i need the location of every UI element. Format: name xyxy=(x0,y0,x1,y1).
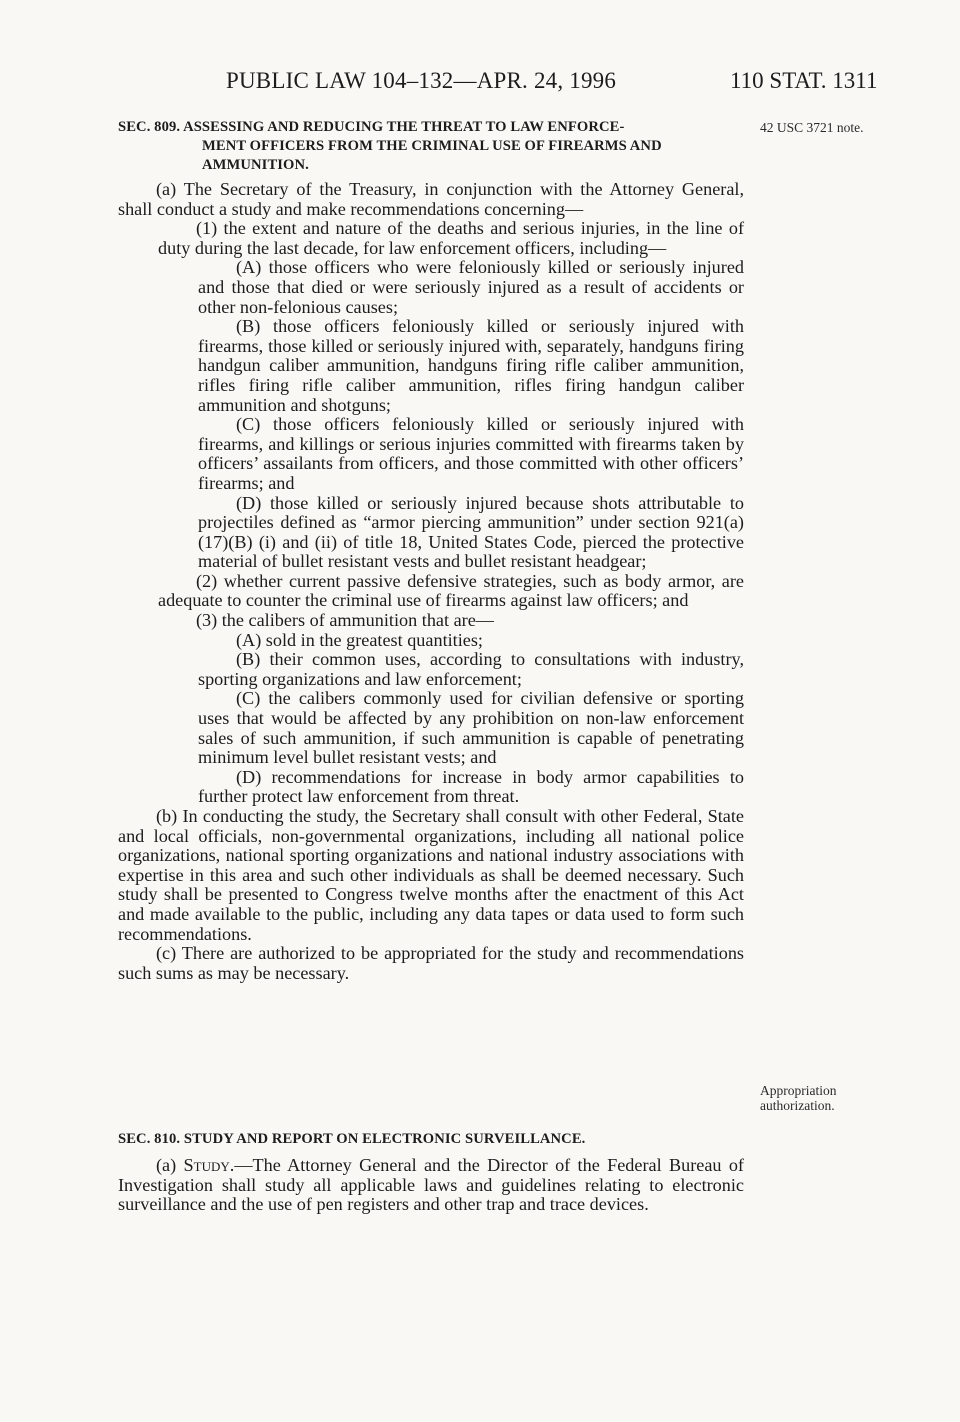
section-810-body xyxy=(118,1156,744,1215)
section-809-heading-cont: MENT OFFICERS FROM THE CRIMINAL USE OF FIREARMS AND AMMUNITION. xyxy=(202,138,662,173)
paragraph-3A: (A) sold in the greatest quantities; xyxy=(236,629,483,650)
paragraph-2: (2) whether current passive defensive strategies, such as body armor, are adequate to counter the criminal use of firearms against law officers; and xyxy=(158,570,744,611)
section-809-heading xyxy=(118,118,746,175)
paragraph-3B: (B) their common uses, according to consultations with industry, sporting organizations and law enforcement; xyxy=(198,649,744,689)
running-header-stat-page: 110 STAT. 1311 xyxy=(730,68,878,93)
running-header-title: PUBLIC LAW 104–132—APR. 24, 1996 xyxy=(226,68,617,93)
paragraph-1B: (B) those officers feloniously killed or seriously injured with firearms, those killed or seriously injured with, separately, handguns firing handgun caliber ammunition, handguns firing rifle caliber ammunition, rifles firing rifle caliber ammunition, rifles firing handgun caliber ammunition and shotguns; xyxy=(198,316,744,415)
paragraph-1A: (A) those officers who were feloniously killed or seriously injured and those that died or were seriously injured as a result of accidents or other non-felonious causes; xyxy=(198,257,744,317)
paragraph-3D: (D) recommendations for increase in body armor capabilities to further protect law enforcement from threat. xyxy=(198,766,744,807)
subsection-a-intro: (a) The Secretary of the Treasury, in conjunction with the Attorney General, shall conduct a study and make recommendations concerning— xyxy=(118,179,744,219)
section-809-body xyxy=(118,180,744,983)
paragraph-1C: (C) those officers feloniously killed or seriously injured with firearms, and killings or serious injuries committed with firearms taken by officers’ assailants from officers, and those committed with other officers’ firearms; and xyxy=(198,414,744,493)
subsection-a-text: .—The Attorney General and the Director of the Federal Bureau of Investigation shall study all applicable laws and guidelines relating to electronic surveillance and the use of pen registers and other trap and trace devices. xyxy=(118,1155,744,1215)
subsection-a-caption: Study xyxy=(183,1155,230,1175)
subsection-b: (b) In conducting the study, the Secretary shall consult with other Federal, State and local officials, non-governmental organizations, including all national police organizations, national sporting organizations and national industry associations with expertise in this area and such other individuals as shall be deemed necessary. Such study shall be presented to Congress twelve months after the enactment of this Act and made available to the public, including any data tapes or data used to form such recommendations. xyxy=(118,806,744,944)
paragraph-1: (1) the extent and nature of the deaths and serious injuries, in the line of duty during the last decade, for law enforcement officers, including— xyxy=(158,218,744,258)
section-809-heading-line1: SEC. 809. ASSESSING AND REDUCING THE THREAT TO LAW ENFORCE- xyxy=(118,119,625,135)
paragraph-3C: (C) the calibers commonly used for civilian defensive or sporting uses that would be affected by any prohibition on non-law enforcement sales of such ammunition, if such ammunition is capable of penetrating minimum level bullet resistant vests; and xyxy=(198,688,744,768)
margin-note-usc: 42 USC 3721 note. xyxy=(760,120,864,135)
subsection-a-label: (a) xyxy=(156,1155,184,1175)
section-810-heading: SEC. 810. STUDY AND REPORT ON ELECTRONIC SURVEILLANCE. xyxy=(118,1131,586,1147)
paragraph-1D: (D) those killed or seriously injured because shots attributable to projectiles defined as “armor piercing ammunition” under section 921(a)(17)(B) (i) and (ii) of title 18, United States Code, pierced the protective material of bullet resistant vests and bullet resistant headgear; xyxy=(198,492,744,572)
section-810-subsection-a xyxy=(118,1156,744,1215)
margin-note-appropriation: Appropriation authorization. xyxy=(760,1083,837,1113)
subsection-c: (c) There are authorized to be appropriated for the study and recommendations such sums as may be necessary. xyxy=(118,943,744,983)
paragraph-3: (3) the calibers of ammunition that are— xyxy=(196,610,494,631)
